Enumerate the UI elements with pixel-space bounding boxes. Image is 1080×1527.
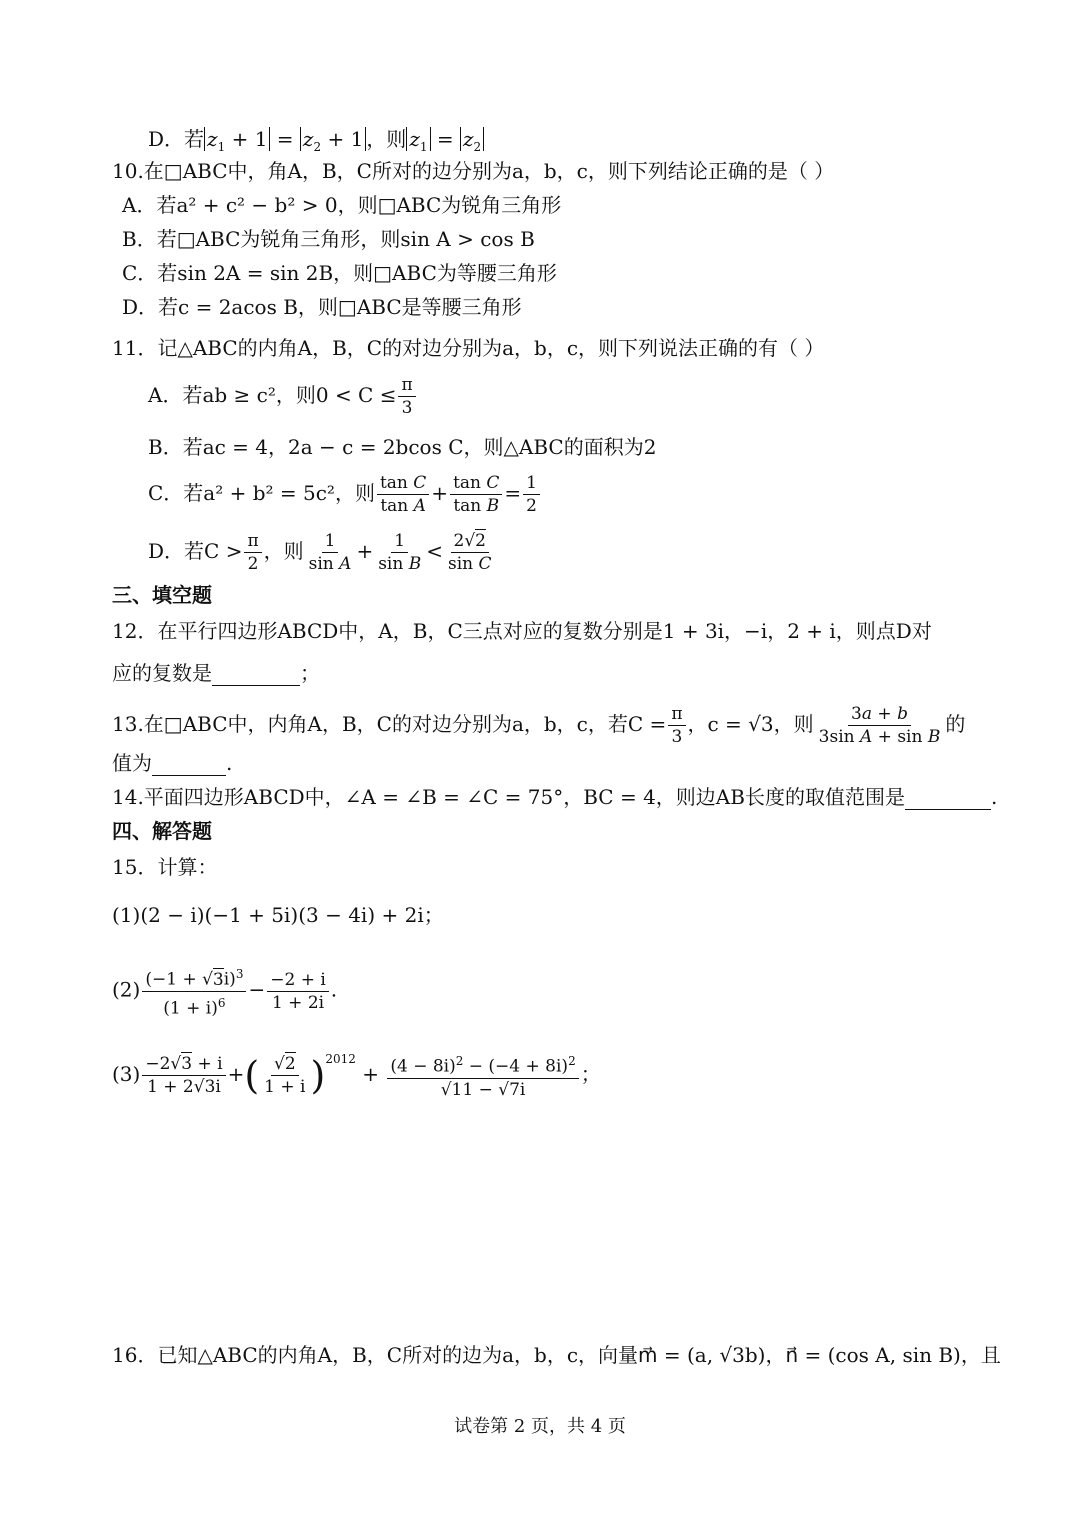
- section-solution-heading: 四、解答题: [112, 819, 212, 843]
- q11-option-c: C．若a² + b² = 5c²，则 $\frac{\text{tan C}}{\text{tan A}}$ + $\frac{\text{tan C}}{\text{tan B}}$ = $\frac{1}{2}$: [148, 472, 542, 517]
- page-footer: 试卷第 2 页，共 4 页: [454, 1416, 626, 1437]
- q10-option-d: D．若c = 2acos B，则□ABC是等腰三角形: [122, 295, 522, 319]
- q15-part3-label: (3): [112, 1062, 141, 1086]
- q9-option-d: D．若 $z_1 + 1 = z_2 + 1$ ，则 $z_1 = z_2$: [148, 126, 484, 160]
- q13-mid: ，c = √3，则: [687, 712, 814, 736]
- q13-prefix: 13.在□ABC中，内角A，B，C的对边分别为a，b，c，若C =: [112, 712, 667, 736]
- q12-line1: 12．在平行四边形ABCD中，A，B，C三点对应的复数分别是1 + 3i，−i，2 + i，则点D对: [112, 619, 932, 643]
- q14-text: 14.平面四边形ABCD中，∠A = ∠B = ∠C = 75°，BC = 4，则边AB长度的取值范围是: [112, 785, 905, 809]
- q11-a-prefix: A．若ab ≥ c²，则0 < C ≤: [148, 383, 397, 407]
- q11-c-prefix: C．若a² + b² = 5c²，则: [148, 481, 375, 505]
- q10-option-a: A．若a² + c² − b² > 0，则□ABC为锐角三角形: [122, 193, 562, 217]
- q14-end: .: [990, 785, 998, 809]
- q13-line2: [112, 750, 232, 776]
- q10-option-b: B．若□ABC为锐角三角形，则sin A > cos B: [122, 227, 535, 251]
- q14-line: [112, 784, 997, 810]
- section-fill-in-heading: 三、填空题: [112, 583, 212, 607]
- q12-line2-text: 应的复数是: [112, 661, 212, 685]
- q12-line2: [112, 660, 320, 686]
- q11-d-mid: ，则: [263, 539, 304, 563]
- q13-end: 的: [945, 712, 966, 736]
- q15-exponent: 2012: [325, 1052, 356, 1066]
- q9-d-prefix: D．若: [148, 127, 205, 151]
- q9-d-mid: ，则: [366, 127, 407, 151]
- q11-option-b: B．若ac = 4，2a − c = 2bcos C，则△ABC的面积为2: [148, 435, 657, 459]
- q15-part2-label: (2): [112, 977, 141, 1002]
- q15-part3: (3) $\frac{-2√3 + i}{1 + 2√3i}$ +( $\frac{√2}{1 + i}$ )$^{2012}$ + $\frac{(4 - 8i)^2 - (-4 + 8i)^2}{√11 - √7i}$ ；: [112, 1052, 601, 1100]
- q16-line: 16．已知△ABC的内角A，B，C所对的边为a，b，c，向量m⃗ = (a, √3b)，n⃗ = (cos A, sin B)，且: [112, 1343, 1001, 1367]
- q15-part2: (2) $\frac{(-1 + √3i)^3}{(1 + i)^6}$ − $\frac{-2 + i}{1 + 2i}$ .: [112, 963, 337, 1019]
- q11-option-a: A．若ab ≥ c²，则0 < C ≤ $\frac{\pi}{3}$: [148, 374, 418, 419]
- q14-answer-blank[interactable]: [905, 787, 991, 810]
- q13-line2-end: .: [226, 751, 233, 775]
- q11-option-d: D．若C > $\frac{\pi}{2}$ ，则 $\frac{1}{\text{sin A}}$ + $\frac{1}{\text{sin B}}$ < $\frac{2√2}{\text{sin C}}$: [148, 531, 492, 574]
- q13-answer-blank[interactable]: [152, 753, 226, 776]
- q15-stem: 15．计算：: [112, 855, 218, 879]
- q13-line2-text: 值为: [112, 751, 152, 775]
- q12-answer-blank[interactable]: [212, 663, 300, 686]
- q15-part1: (1)(2 − i)(−1 + 5i)(3 − 4i) + 2i；: [112, 903, 444, 927]
- q12-line2-end: ；: [300, 661, 320, 685]
- q11-stem: 11．记△ABC的内角A，B，C的对边分别为a，b，c，则下列说法正确的有（ ）: [112, 336, 825, 360]
- q10-option-c: C．若sin 2A = sin 2B，则□ABC为等腰三角形: [122, 261, 557, 285]
- q13-line1: 13.在□ABC中，内角A，B，C的对边分别为a，b，c，若C = $\frac{\pi}{3}$ ，c = √3，则 $\frac{3a + b}{\text{3sin A + sin B}}$ 的: [112, 704, 966, 747]
- q11-d-prefix: D．若C >: [148, 539, 243, 563]
- q10-stem: 10.在□ABC中，角A，B，C所对的边分别为a，b，c，则下列结论正确的是（ ）: [112, 159, 835, 183]
